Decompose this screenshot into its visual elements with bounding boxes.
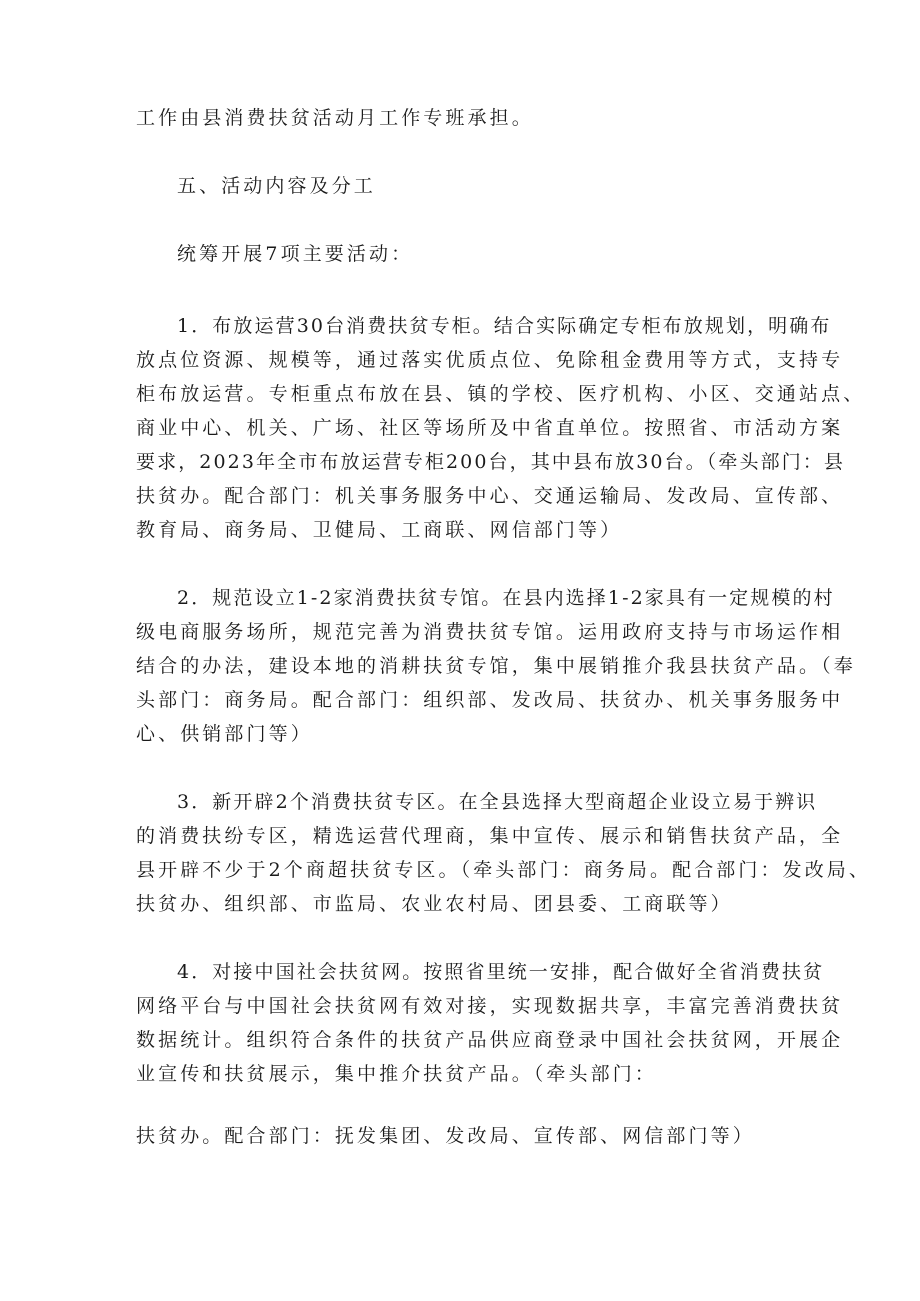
paragraph-line: 扶贫办、组织部、市监局、农业农村局、团县委、工商联等） xyxy=(136,893,733,915)
paragraph-line: 4．对接中国社会扶贫网。按照省里统一安排，配合做好全省消费扶贫 xyxy=(177,961,825,983)
paragraph-line: 业宣传和扶贫展示，集中推介扶贫产品。（牵头部门： xyxy=(136,1063,657,1085)
paragraph-line: 的消费扶纷专区，精选运营代理商，集中宣传、展示和销售扶贫产品，全 xyxy=(136,825,844,847)
paragraph-line: 数据统计。组织符合条件的扶贫产品供应商登录中国社会扶贫网，开展企 xyxy=(136,1029,844,1051)
intro-end-text: 工作由县消费扶贫活动月工作专班承担。 xyxy=(136,107,534,129)
paragraph-line: 3．新开辟2个消费扶贫专区。在全县选择大型商超企业设立易于辨识 xyxy=(177,791,818,813)
paragraph-line: 2．规范设立1-2家消费扶贫专馆。在县内选择1-2家具有一定规模的村 xyxy=(177,587,835,609)
paragraph-line: 1．布放运营30台消费扶贫专柜。结合实际确定专柜布放规划，明确布 xyxy=(177,315,832,337)
paragraph-line: 扶贫办。配合部门：机关事务服务中心、交通运输局、发改局、宣传部、 xyxy=(136,485,844,507)
paragraph-line: 教育局、商务局、卫健局、工商联、网信部门等） xyxy=(136,519,623,541)
paragraph-line: 县开辟不少于2个商超扶贫专区。（牵头部门：商务局。配合部门：发改局、 xyxy=(136,859,871,881)
paragraph-line: 心、供销部门等） xyxy=(136,723,313,745)
trailing-text: 扶贫办。配合部门：抚发集团、发改局、宣传部、网信部门等） xyxy=(136,1125,755,1147)
lead-text: 统筹开展7项主要活动： xyxy=(177,243,414,265)
paragraph-line: 放点位资源、规模等，通过落实优质点位、免除租金费用等方式，支持专 xyxy=(136,349,844,371)
section-heading: 五、活动内容及分工 xyxy=(177,175,376,197)
paragraph-line: 结合的办法，建设本地的消耕扶贫专馆，集中展销推介我县扶贫产品。（奉 xyxy=(136,655,856,677)
paragraph-line: 柜布放运营。专柜重点布放在县、镇的学校、医疗机构、小区、交通站点、 xyxy=(136,383,866,405)
paragraph-line: 头部门：商务局。配合部门：组织部、发改局、扶贫办、机关事务服务中 xyxy=(136,689,844,711)
paragraph-line: 网络平台与中国社会扶贫网有效对接，实现数据共享，丰富完善消费扶贫 xyxy=(136,995,844,1017)
paragraph-line: 要求，2023年全市布放运营专柜200台，其中县布放30台。（牵头部门：县 xyxy=(136,451,845,473)
paragraph-line: 级电商服务场所，规范完善为消费扶贫专馆。运用政府支持与市场运作相 xyxy=(136,621,844,643)
paragraph-line: 商业中心、机关、广场、社区等场所及中省直单位。按照省、市活动方案 xyxy=(136,417,844,439)
